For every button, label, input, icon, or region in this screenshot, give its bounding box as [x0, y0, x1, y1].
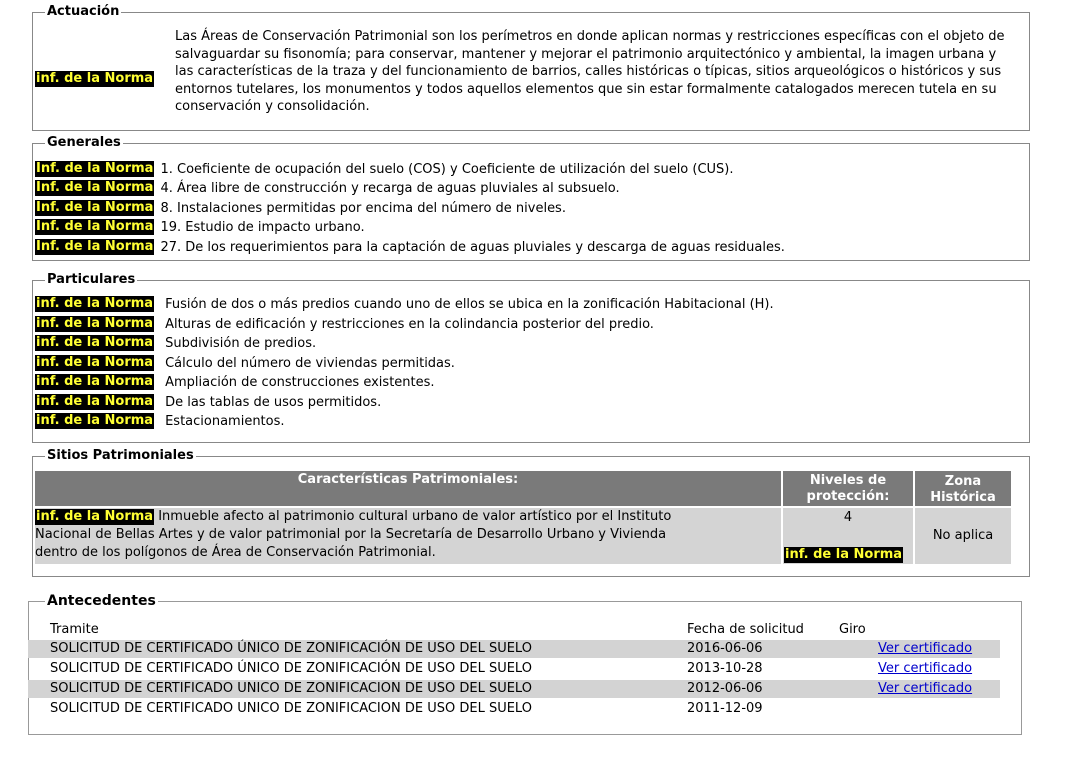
- sitios-title: Sitios Patrimoniales: [47, 448, 194, 463]
- norma-tag[interactable]: inf. de la Norma: [36, 374, 154, 389]
- norma-tag[interactable]: inf. de la Norma: [36, 296, 154, 311]
- nivel-value: 4: [843, 510, 853, 525]
- particulares-section: [32, 272, 1030, 443]
- antecedentes-title: Antecedentes: [47, 593, 156, 609]
- particulares-item-text: Estacionamientos.: [165, 414, 285, 429]
- particulares-item-text: De las tablas de usos permitidos.: [165, 395, 382, 410]
- particulares-item-text: Fusión de dos o más predios cuando uno de ellos se ubica en la zonificación Habitacional (H).: [165, 297, 774, 312]
- tramite-cell: SOLICITUD DE CERTIFICADO UNICO DE ZONIFICACION DE USO DEL SUELO: [50, 681, 532, 696]
- particulares-item: [35, 354, 455, 373]
- generales-item-text: 8. Instalaciones permitidas por encima del número de niveles.: [160, 201, 566, 216]
- generales-item: [35, 160, 734, 179]
- header-niveles: [783, 471, 913, 506]
- fecha-cell: 2016-06-06: [687, 641, 763, 656]
- cell-zona: [915, 508, 1011, 564]
- caracteristicas-line1: [35, 508, 781, 526]
- generales-item: [35, 199, 566, 218]
- ver-certificado-link[interactable]: Ver certificado: [878, 641, 973, 656]
- generales-item: [35, 238, 785, 257]
- generales-item: [35, 218, 365, 237]
- generales-title: Generales: [47, 135, 121, 150]
- norma-tag[interactable]: Inf. de la Norma: [36, 161, 154, 176]
- norma-tag[interactable]: inf. de la Norma: [36, 413, 154, 428]
- ver-certificado-link[interactable]: Ver certificado: [878, 661, 973, 676]
- actuacion-title: Actuación: [47, 4, 120, 19]
- particulares-item: [35, 373, 435, 392]
- header-zona: [915, 471, 1011, 506]
- zona-value: No aplica: [932, 528, 994, 543]
- cell-niveles: [783, 508, 913, 564]
- actuacion-section: [32, 4, 1030, 131]
- tramite-cell: SOLICITUD DE CERTIFICADO UNICO DE ZONIFICACION DE USO DEL SUELO: [50, 701, 532, 716]
- header-caracteristicas: [35, 471, 781, 506]
- tramite-cell: SOLICITUD DE CERTIFICADO ÚNICO DE ZONIFICACIÓN DE USO DEL SUELO: [50, 661, 532, 676]
- particulares-item: [35, 334, 316, 353]
- norma-tag[interactable]: inf. de la Norma: [36, 316, 154, 331]
- header-tramite: Tramite: [50, 622, 99, 637]
- caracteristicas-text-3: dentro de los polígonos de Área de Conservación Patrimonial.: [35, 545, 436, 560]
- generales-item: [35, 179, 620, 198]
- particulares-item-text: Cálculo del número de viviendas permitidas.: [165, 356, 455, 371]
- particulares-item: [35, 393, 381, 412]
- header-fecha: Fecha de solicitud: [687, 622, 804, 637]
- nivel-norma-tag[interactable]: inf. de la Norma: [785, 547, 903, 562]
- particulares-item-text: Ampliación de construcciones existentes.: [165, 375, 435, 390]
- header-zona-line2: Histórica: [930, 490, 996, 505]
- fecha-cell: 2011-12-09: [687, 701, 763, 716]
- norma-tag[interactable]: inf. de la Norma: [36, 335, 154, 350]
- particulares-item: [35, 412, 285, 431]
- particulares-item-text: Subdivisión de predios.: [165, 336, 317, 351]
- generales-item-text: 1. Coeficiente de ocupación del suelo (COS) y Coeficiente de utilización del suelo (CUS).: [160, 162, 734, 177]
- actuacion-norma-tag[interactable]: inf. de la Norma: [36, 71, 154, 86]
- norma-tag[interactable]: inf. de la Norma: [36, 509, 154, 524]
- cell-caracteristicas: [35, 508, 781, 564]
- particulares-title: Particulares: [47, 272, 136, 287]
- norma-tag[interactable]: Inf. de la Norma: [36, 219, 154, 234]
- generales-section: [32, 135, 1030, 261]
- norma-tag[interactable]: Inf. de la Norma: [36, 180, 154, 195]
- norma-tag[interactable]: Inf. de la Norma: [36, 239, 154, 254]
- sitios-section: [32, 448, 1030, 577]
- header-giro: Giro: [839, 622, 866, 637]
- generales-item-text: 19. Estudio de impacto urbano.: [160, 220, 365, 235]
- norma-tag[interactable]: inf. de la Norma: [36, 394, 154, 409]
- particulares-item: [35, 295, 774, 314]
- norma-tag[interactable]: Inf. de la Norma: [36, 200, 154, 215]
- caracteristicas-text-1: Inmueble afecto al patrimonio cultural urbano de valor artístico por el Instituto: [158, 509, 672, 524]
- generales-item-text: 27. De los requerimientos para la captación de aguas pluviales y descarga de aguas residuales.: [160, 240, 785, 255]
- particulares-item-text: Alturas de edificación y restricciones en la colindancia posterior del predio.: [165, 317, 654, 332]
- actuacion-text: Las Áreas de Conservación Patrimonial son los perímetros en donde aplican normas y restricciones específicas con el objeto de salvaguardar su fisonomía; para conservar, mantener y mejorar el patrimonio arquitectónico y ambiental, la imagen urbana y las características de la traza y del funcionamiento de barrios, calles históricas o típicas, sitios arqueológicos o históricos y sus entornos tutelares, los monumentos y todos aquellos elementos que sin estar formalmente catalogados merecen tutela en su conservación y consolidación.: [175, 29, 1005, 114]
- norma-tag[interactable]: inf. de la Norma: [36, 355, 154, 370]
- header-caracteristicas-label: Características Patrimoniales:: [297, 472, 519, 487]
- particulares-item: [35, 315, 654, 334]
- fecha-cell: 2012-06-06: [687, 681, 763, 696]
- header-zona-line1: Zona: [944, 474, 982, 489]
- tramite-cell: SOLICITUD DE CERTIFICADO ÚNICO DE ZONIFICACIÓN DE USO DEL SUELO: [50, 641, 532, 656]
- caracteristicas-text-2: Nacional de Bellas Artes y de valor patrimonial por la Secretaría de Desarrollo Urbano y Vivienda: [35, 527, 667, 542]
- fecha-cell: 2013-10-28: [687, 661, 763, 676]
- header-niveles-line1: Niveles de: [809, 473, 887, 488]
- ver-certificado-link[interactable]: Ver certificado: [878, 681, 973, 696]
- generales-item-text: 4. Área libre de construcción y recarga de aguas pluviales al subsuelo.: [160, 181, 620, 196]
- header-niveles-line2: protección:: [806, 489, 890, 504]
